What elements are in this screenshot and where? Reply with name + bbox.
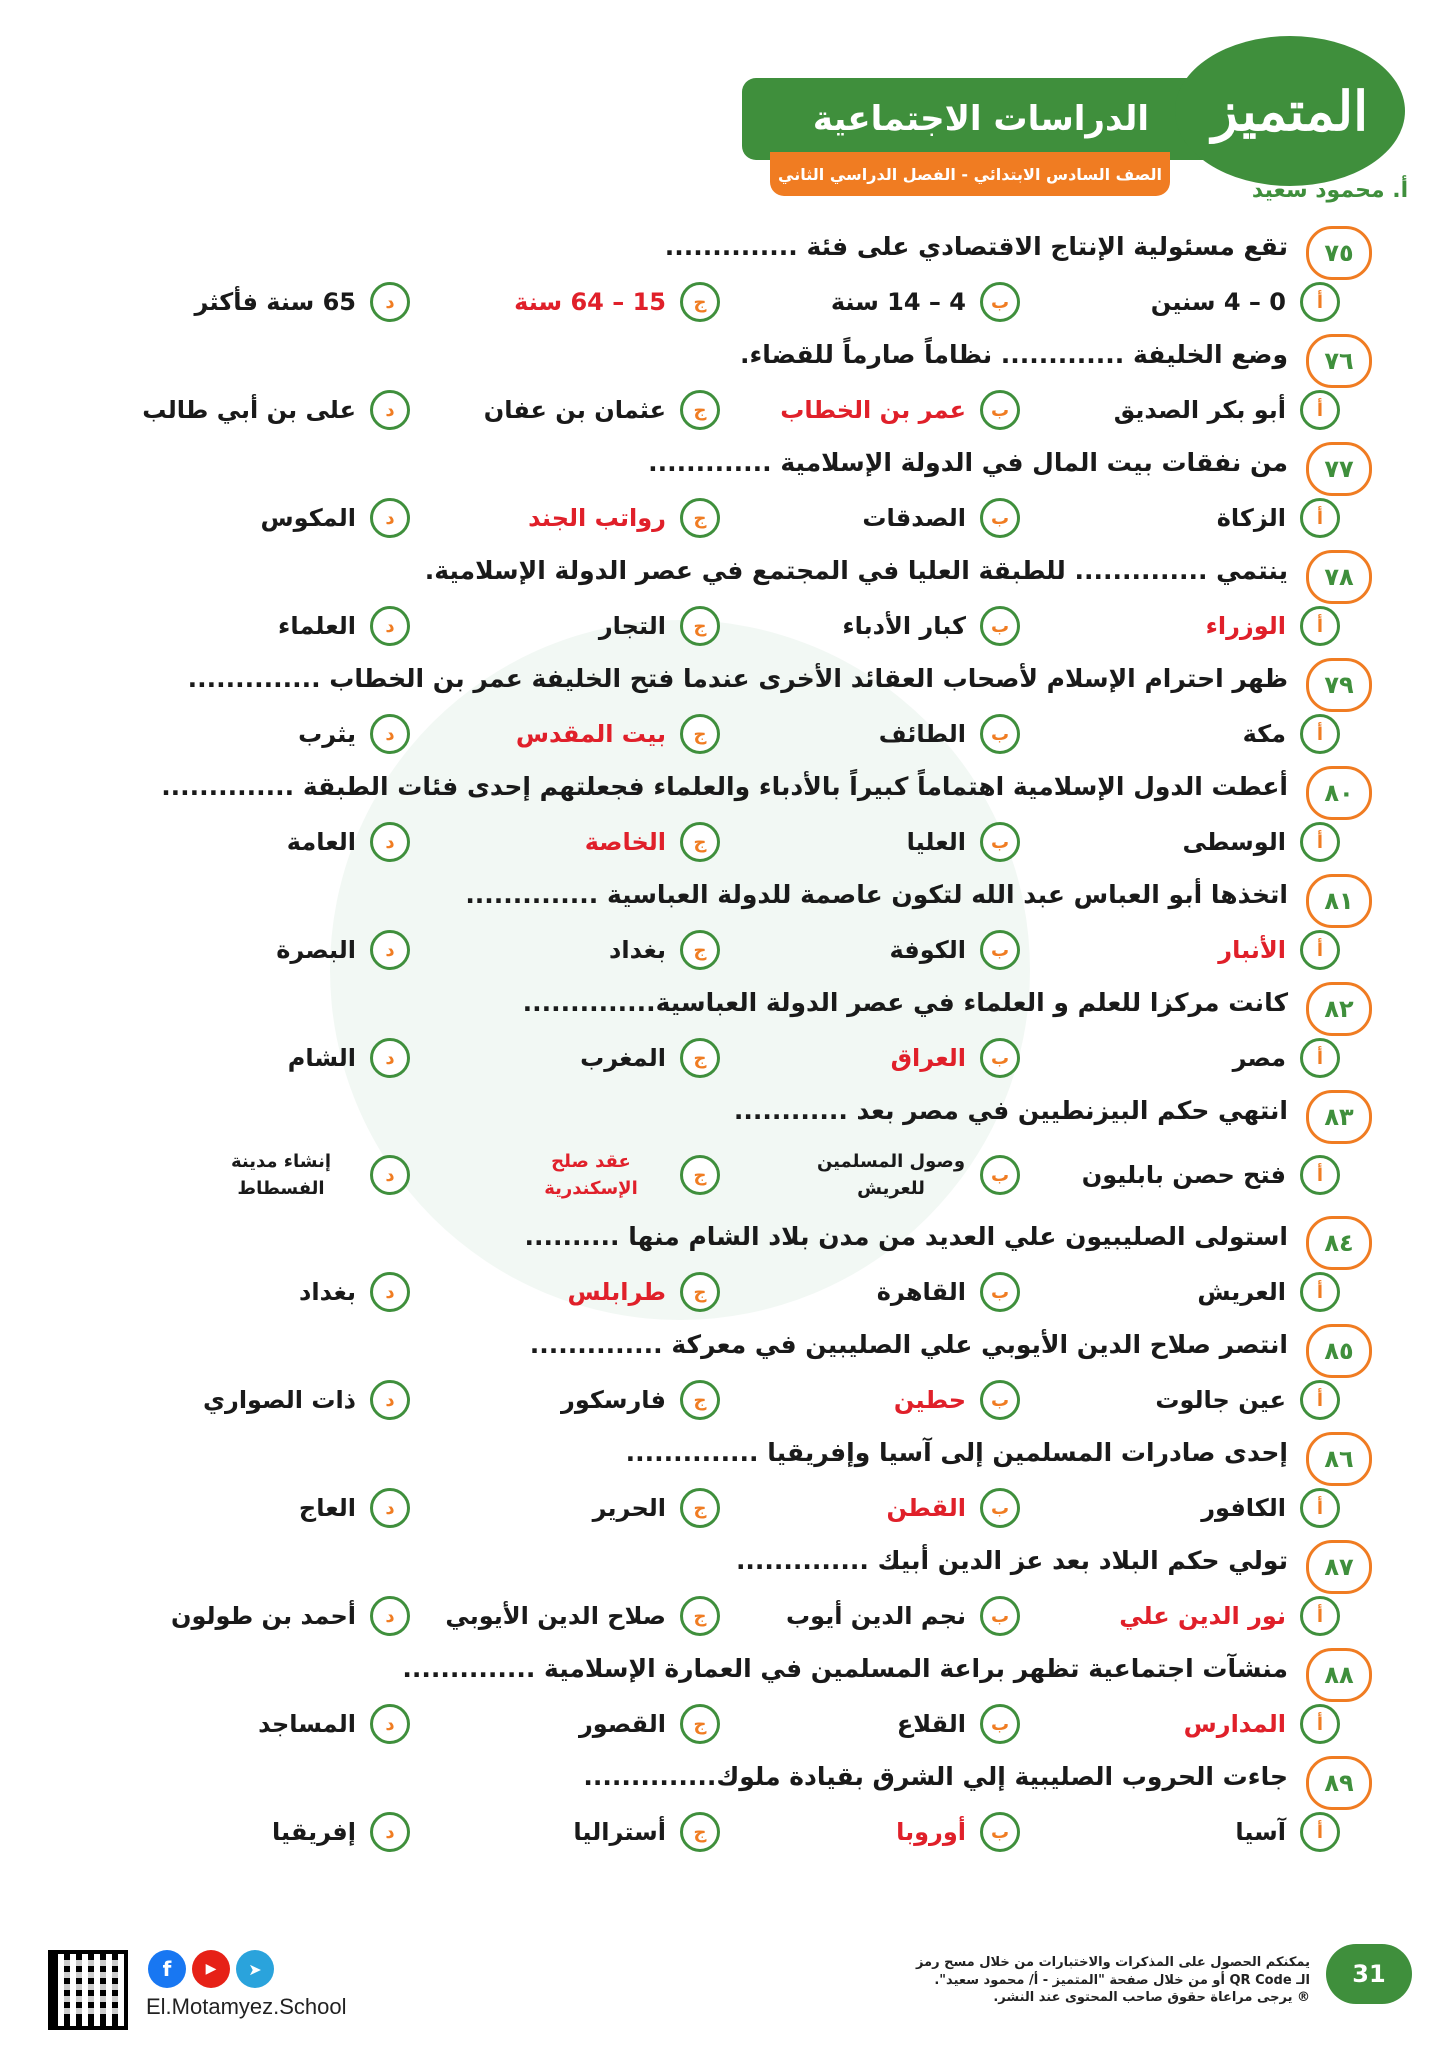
choice-text: 4 – 14 سنة	[830, 288, 966, 316]
answer-choice[interactable]	[593, 1484, 720, 1532]
answer-choice[interactable]	[1082, 1142, 1340, 1208]
answer-choice[interactable]	[887, 1484, 1021, 1532]
question-row	[90, 1090, 1372, 1134]
choice-letter: أ	[1300, 1155, 1340, 1195]
website-label: El.Motamyez.School	[146, 1994, 347, 2019]
choice-letter: أ	[1300, 390, 1340, 430]
choice-letter: د	[370, 1488, 410, 1528]
question-item	[90, 870, 1372, 978]
social-links	[148, 1950, 274, 1988]
question-text: اتخذها أبو العباس عبد الله لتكون عاصمة للدولة العباسية ..............	[465, 880, 1288, 909]
choice-text: عمر بن الخطاب	[780, 396, 966, 424]
question-item	[90, 1086, 1372, 1212]
choices-row	[90, 602, 1372, 650]
question-item	[90, 222, 1372, 330]
answer-choice[interactable]	[891, 1034, 1020, 1082]
question-row	[90, 1432, 1372, 1476]
choice-text: البصرة	[276, 936, 356, 964]
answer-choice[interactable]	[288, 1034, 410, 1082]
answer-choice[interactable]	[299, 1268, 410, 1316]
choice-text: الوسطى	[1182, 828, 1286, 856]
choices-row	[90, 1268, 1372, 1316]
choice-letter: أ	[1300, 1704, 1340, 1744]
question-text: انتصر صلاح الدين الأيوبي علي الصليبين في معركة ..............	[529, 1330, 1288, 1359]
choice-text: العامة	[286, 828, 356, 856]
choice-letter: د	[370, 714, 410, 754]
question-item	[90, 654, 1372, 762]
choice-letter: د	[370, 282, 410, 322]
choice-letter: د	[370, 1596, 410, 1636]
choice-letter: ج	[680, 498, 720, 538]
choice-text: إفريقيا	[272, 1818, 356, 1846]
question-number: ٨١	[1306, 874, 1372, 928]
question-text: تقع مسئولية الإنتاج الاقتصادي على فئة ..............	[664, 232, 1288, 261]
choice-letter: ب	[980, 1704, 1020, 1744]
question-number: ٧٥	[1306, 226, 1372, 280]
choice-text: حطين	[893, 1386, 966, 1414]
choice-text: كبار الأدباء	[842, 612, 966, 640]
choice-text: آسيا	[1235, 1818, 1286, 1846]
answer-choice[interactable]	[1235, 1808, 1340, 1856]
choice-text: القطن	[886, 1494, 966, 1522]
answer-choice[interactable]	[272, 1808, 410, 1856]
choice-letter: ج	[680, 822, 720, 862]
choice-text: مصر	[1232, 1044, 1286, 1072]
footer-note-line: يمكنكم الحصول على المذكرات والاختبارات من خلال مسح رمز	[915, 1955, 1310, 1970]
choice-text: يثرب	[298, 720, 356, 748]
choice-letter: ب	[980, 930, 1020, 970]
choice-text: 65 سنة فأكثر	[194, 288, 356, 316]
answer-choice[interactable]	[1197, 1268, 1340, 1316]
question-item	[90, 978, 1372, 1086]
choice-text: العليا	[906, 828, 966, 856]
choices-row	[90, 1484, 1372, 1532]
choice-text: العراق	[890, 1044, 966, 1072]
question-row	[90, 1648, 1372, 1692]
choices-row	[90, 1808, 1372, 1856]
choice-letter: د	[370, 1155, 410, 1195]
choice-text: العلماء	[278, 612, 356, 640]
answer-choice[interactable]	[258, 1700, 410, 1748]
choices-row	[90, 1376, 1372, 1424]
question-text: وضع الخليفة ............. نظاماً صارماً للقضاء.	[740, 340, 1288, 369]
question-text: جاءت الحروب الصليبية إلي الشرق بقيادة ملوك..............	[583, 1762, 1288, 1791]
choice-letter: ج	[680, 1704, 720, 1744]
question-item	[90, 1320, 1372, 1428]
choice-text: الشام	[287, 1044, 356, 1072]
choice-letter: أ	[1300, 1812, 1340, 1852]
question-number: ٨٠	[1306, 766, 1372, 820]
choice-letter: د	[370, 1380, 410, 1420]
answer-choice[interactable]	[516, 1142, 720, 1208]
choice-text: المكوس	[260, 504, 356, 532]
choice-letter: ج	[680, 930, 720, 970]
choice-text: 15 – 64 سنة	[514, 288, 666, 316]
choice-letter: ب	[980, 606, 1020, 646]
question-text: انتهي حكم البيزنطيين في مصر بعد ............	[733, 1096, 1288, 1125]
choice-letter: د	[370, 498, 410, 538]
answer-choice[interactable]	[171, 1592, 410, 1640]
footer-note-line: الـ QR Code أو من خلال صفحة "المتميز - أ/ محمود سعيد".	[934, 1972, 1310, 1988]
youtube-icon[interactable]: ▶	[192, 1950, 230, 1988]
question-row	[90, 874, 1372, 918]
choice-text: العاج	[298, 1494, 356, 1522]
choice-letter: ب	[980, 498, 1020, 538]
answer-choice[interactable]	[907, 818, 1020, 866]
choice-text: 0 – 4 سنين	[1150, 288, 1286, 316]
answer-choice[interactable]	[877, 1268, 1020, 1316]
choices-row	[90, 710, 1372, 758]
answer-choice[interactable]	[261, 494, 410, 542]
question-number: ٨٢	[1306, 982, 1372, 1036]
answer-choice[interactable]	[561, 1376, 720, 1424]
choice-letter: ب	[980, 1038, 1020, 1078]
answer-choice[interactable]	[580, 1034, 720, 1082]
choice-letter: ب	[980, 1812, 1020, 1852]
question-number: ٨٣	[1306, 1090, 1372, 1144]
question-row	[90, 658, 1372, 702]
choice-letter: د	[370, 1272, 410, 1312]
choice-text: الكافور	[1201, 1494, 1286, 1522]
choice-text: التجار	[598, 612, 666, 640]
answer-choice[interactable]	[896, 1808, 1020, 1856]
choices-row	[90, 494, 1372, 542]
answer-choice[interactable]	[568, 1268, 721, 1316]
choice-text: رواتب الجند	[528, 504, 666, 532]
choices-row	[90, 1142, 1372, 1208]
choice-text: إنشاء مدينة الفسطاط	[230, 1151, 332, 1199]
logo	[1175, 36, 1405, 186]
answer-choice[interactable]	[579, 1700, 720, 1748]
answer-choice[interactable]	[1114, 386, 1340, 434]
choice-text: القصور	[578, 1710, 666, 1738]
telegram-icon[interactable]: ➤	[236, 1950, 274, 1988]
answer-choice[interactable]	[1119, 1592, 1340, 1640]
answer-choice[interactable]	[786, 1592, 1020, 1640]
answer-choice[interactable]	[445, 1592, 720, 1640]
answer-choice[interactable]	[1151, 278, 1340, 326]
choice-text: على بن أبي طالب	[142, 396, 356, 424]
choice-letter: د	[370, 1038, 410, 1078]
choices-row	[90, 1700, 1372, 1748]
choice-text: الوزراء	[1205, 612, 1286, 640]
choice-letter: ج	[680, 390, 720, 430]
choice-letter: د	[370, 1812, 410, 1852]
choice-letter: أ	[1300, 1596, 1340, 1636]
answer-choice[interactable]	[1243, 710, 1340, 758]
answer-choice[interactable]	[599, 602, 720, 650]
question-row	[90, 982, 1372, 1026]
choice-letter: د	[370, 606, 410, 646]
question-item	[90, 1428, 1372, 1536]
question-row	[90, 766, 1372, 810]
choice-text: القلاع	[896, 1710, 966, 1738]
question-item	[90, 330, 1372, 438]
answer-choice[interactable]	[1155, 1376, 1340, 1424]
choice-text: المساجد	[258, 1710, 356, 1738]
choices-row	[90, 278, 1372, 326]
answer-choice[interactable]	[879, 710, 1020, 758]
choice-letter: ب	[980, 822, 1020, 862]
choice-letter: د	[370, 930, 410, 970]
question-text: منشآت اجتماعية تظهر براعة المسلمين في العمارة الإسلامية ..............	[402, 1654, 1288, 1683]
answer-choice[interactable]	[862, 494, 1020, 542]
question-text: إحدى صادرات المسلمين إلى آسيا وإفريقيا ..............	[625, 1438, 1288, 1467]
choice-letter: ج	[680, 606, 720, 646]
choice-letter: ج	[680, 1155, 720, 1195]
choice-letter: ج	[680, 1038, 720, 1078]
choice-text: بغداد	[299, 1278, 356, 1306]
choice-text: مكة	[1242, 720, 1286, 748]
choice-letter: ب	[980, 1596, 1020, 1636]
choice-text: نجم الدين أيوب	[786, 1602, 966, 1630]
question-row	[90, 226, 1372, 270]
question-number: ٨٧	[1306, 1540, 1372, 1594]
choice-text: صلاح الدين الأيوبي	[445, 1602, 666, 1630]
choice-text: العريش	[1197, 1278, 1286, 1306]
question-number: ٨٥	[1306, 1324, 1372, 1378]
answer-choice[interactable]	[780, 386, 1020, 434]
footer-note-line: ® يرجى مراعاة حقوق صاحب المحتوى عند النشر.	[993, 1990, 1310, 2006]
choice-text: أحمد بن طولون	[171, 1602, 356, 1630]
choices-row	[90, 1034, 1372, 1082]
choice-letter: ب	[980, 1272, 1020, 1312]
question-number: ٨٩	[1306, 1756, 1372, 1810]
answer-choice[interactable]	[1182, 818, 1340, 866]
page-header	[0, 0, 1448, 230]
question-text: كانت مركزا للعلم و العلماء في عصر الدولة العباسية..............	[522, 988, 1288, 1017]
choice-text: نور الدين علي	[1119, 1602, 1286, 1630]
question-text: استولى الصليبيون علي العديد من مدن بلاد الشام منها ..........	[524, 1222, 1288, 1251]
choice-text: الخاصة	[584, 828, 666, 856]
choice-text: طرابلس	[567, 1278, 666, 1306]
answer-choice[interactable]	[1206, 602, 1340, 650]
choice-letter: د	[370, 1704, 410, 1744]
choice-letter: أ	[1300, 1380, 1340, 1420]
choice-letter: ج	[680, 1272, 720, 1312]
answer-choice[interactable]	[609, 926, 720, 974]
choice-letter: ب	[980, 714, 1020, 754]
answer-choice[interactable]	[206, 1142, 410, 1208]
facebook-icon[interactable]: f	[148, 1950, 186, 1988]
question-number: ٨٨	[1306, 1648, 1372, 1702]
choices-row	[90, 818, 1372, 866]
choice-letter: ج	[680, 1380, 720, 1420]
answer-choice[interactable]	[142, 386, 410, 434]
choice-letter: د	[370, 390, 410, 430]
answer-choice[interactable]	[894, 1376, 1020, 1424]
answer-choice[interactable]	[831, 278, 1020, 326]
question-row	[90, 1216, 1372, 1260]
answer-choice[interactable]	[889, 926, 1020, 974]
choice-text: أستراليا	[573, 1818, 666, 1846]
choice-text: الكوفة	[889, 936, 966, 964]
choice-text: الطائف	[878, 720, 966, 748]
answer-choice[interactable]	[298, 710, 410, 758]
question-number: ٨٦	[1306, 1432, 1372, 1486]
choice-text: الأنبار	[1218, 936, 1286, 964]
answer-choice[interactable]	[573, 1808, 720, 1856]
choice-text: الصدقات	[862, 504, 966, 532]
question-item	[90, 546, 1372, 654]
question-item	[90, 438, 1372, 546]
answer-choice[interactable]	[516, 710, 720, 758]
question-row	[90, 1756, 1372, 1800]
choice-letter: ج	[680, 1488, 720, 1528]
choices-row	[90, 1592, 1372, 1640]
choice-text: بيت المقدس	[515, 720, 666, 748]
question-item	[90, 762, 1372, 870]
answer-choice[interactable]	[203, 1376, 410, 1424]
choice-letter: ب	[980, 1380, 1020, 1420]
answer-choice[interactable]	[1233, 1034, 1340, 1082]
question-row	[90, 1540, 1372, 1584]
answer-choice[interactable]	[1201, 1484, 1340, 1532]
choices-row	[90, 386, 1372, 434]
choice-text: ذات الصواري	[203, 1386, 356, 1414]
answer-choice[interactable]	[528, 494, 720, 542]
choice-letter: ج	[680, 714, 720, 754]
choice-letter: ج	[680, 282, 720, 322]
question-list	[90, 222, 1372, 1872]
qr-code-icon[interactable]	[48, 1950, 128, 2030]
answer-choice[interactable]	[1184, 1700, 1340, 1748]
choice-letter: أ	[1300, 606, 1340, 646]
answer-choice[interactable]	[514, 278, 720, 326]
choice-letter: أ	[1300, 1038, 1340, 1078]
choice-text: فارسكور	[561, 1386, 666, 1414]
choice-text: عثمان بن عفان	[483, 396, 666, 424]
choice-letter: د	[370, 822, 410, 862]
choice-letter: ب	[980, 390, 1020, 430]
question-text: من نفقات بيت المال في الدولة الإسلامية .............	[648, 448, 1288, 477]
answer-choice[interactable]	[1218, 926, 1340, 974]
question-row	[90, 442, 1372, 486]
choice-letter: أ	[1300, 1488, 1340, 1528]
grade-banner	[770, 152, 1170, 196]
subject-banner	[742, 78, 1220, 160]
question-item	[90, 1212, 1372, 1320]
choice-text: المغرب	[580, 1044, 666, 1072]
question-number: ٧٨	[1306, 550, 1372, 604]
question-row	[90, 550, 1372, 594]
answer-choice[interactable]	[842, 602, 1020, 650]
choice-text: أوروبا	[896, 1818, 966, 1846]
answer-choice[interactable]	[816, 1142, 1020, 1208]
choice-text: فتح حصن بابليون	[1081, 1161, 1286, 1189]
question-item	[90, 1644, 1372, 1752]
question-item	[90, 1752, 1372, 1860]
answer-choice[interactable]	[195, 278, 410, 326]
choice-letter: أ	[1300, 714, 1340, 754]
choice-letter: أ	[1300, 282, 1340, 322]
choice-letter: أ	[1300, 1272, 1340, 1312]
page-number: 31	[1326, 1944, 1412, 2004]
answer-choice[interactable]	[276, 926, 410, 974]
choice-text: وصول المسلمين للعريش	[816, 1151, 966, 1199]
choice-letter: ج	[680, 1812, 720, 1852]
choice-text: عقد صلح الإسكندرية	[544, 1151, 638, 1199]
choice-text: بغداد	[609, 936, 666, 964]
footer-note	[890, 1954, 1310, 2007]
answer-choice[interactable]	[585, 818, 720, 866]
question-item	[90, 1536, 1372, 1644]
question-text: ينتمي .............. للطبقة العليا في المجتمع في عصر الدولة الإسلامية.	[424, 556, 1288, 585]
choice-letter: أ	[1300, 498, 1340, 538]
question-text: أعطت الدول الإسلامية اهتماماً كبيراً بالأدباء والعلماء فجعلتهم إحدى فئات الطبقة ..............	[161, 772, 1288, 801]
choice-text: عين جالوت	[1155, 1386, 1286, 1414]
choice-text: الزكاة	[1216, 504, 1286, 532]
subject-title: الدراسات الاجتماعية	[812, 99, 1150, 139]
answer-choice[interactable]	[1217, 494, 1340, 542]
question-row	[90, 1324, 1372, 1368]
choice-letter: ب	[980, 282, 1020, 322]
answer-choice[interactable]	[278, 602, 410, 650]
answer-choice[interactable]	[287, 818, 410, 866]
question-text: ظهر احترام الإسلام لأصحاب العقائد الأخرى عندما فتح الخليفة عمر بن الخطاب ..............	[187, 664, 1288, 693]
answer-choice[interactable]	[299, 1484, 410, 1532]
grade-label: الصف السادس الابتدائي - الفصل الدراسي الثاني	[778, 164, 1162, 184]
logo-text: المتميز	[1211, 79, 1369, 143]
question-number: ٨٤	[1306, 1216, 1372, 1270]
choice-letter: أ	[1300, 822, 1340, 862]
choice-letter: ب	[980, 1488, 1020, 1528]
choice-text: أبو بكر الصديق	[1113, 396, 1286, 424]
author-name: أ. محمود سعيد	[1251, 178, 1409, 203]
choices-row	[90, 926, 1372, 974]
question-number: ٧٩	[1306, 658, 1372, 712]
question-number: ٧٦	[1306, 334, 1372, 388]
choice-letter: ب	[980, 1155, 1020, 1195]
choice-text: الحرير	[592, 1494, 666, 1522]
choice-text: القاهرة	[876, 1278, 966, 1306]
choice-letter: ج	[680, 1596, 720, 1636]
choice-letter: أ	[1300, 930, 1340, 970]
answer-choice[interactable]	[897, 1700, 1020, 1748]
question-text: تولي حكم البلاد بعد عز الدين أبيك ..............	[735, 1546, 1288, 1575]
answer-choice[interactable]	[484, 386, 720, 434]
choice-text: المدارس	[1183, 1710, 1286, 1738]
question-number: ٧٧	[1306, 442, 1372, 496]
question-row	[90, 334, 1372, 378]
